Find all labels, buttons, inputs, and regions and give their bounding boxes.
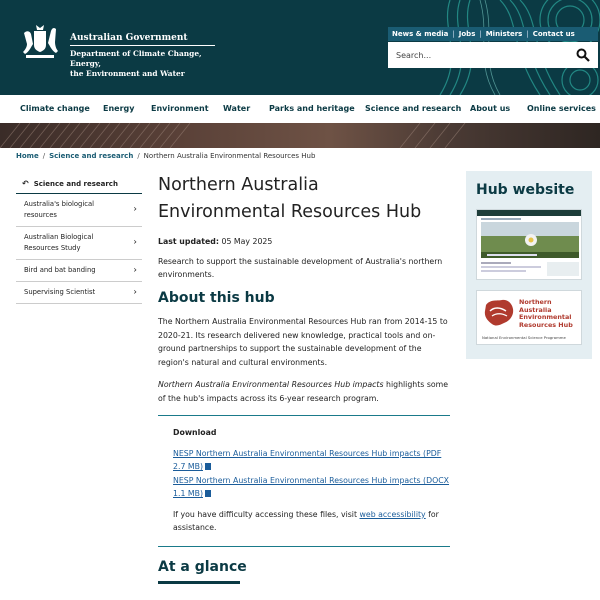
file-icon <box>205 490 211 497</box>
sidebar-heading: Science and research <box>33 179 118 188</box>
department-name <box>70 49 230 79</box>
search-icon[interactable] <box>576 48 590 62</box>
at-a-glance-heading: At a glance <box>158 559 247 575</box>
about-heading: About this hub <box>158 290 275 306</box>
last-updated-value: 05 May 2025 <box>221 237 273 246</box>
hub-logo-map-icon <box>482 297 516 329</box>
sidebar-item-abrs[interactable] <box>16 227 142 260</box>
about-paragraph-2 <box>158 378 450 405</box>
sidebar-item-biological-resources[interactable] <box>16 194 142 227</box>
breadcrumb-current: Northern Australia Environmental Resources Hub <box>143 152 316 160</box>
nav-online-services[interactable]: Online services <box>527 104 596 113</box>
download-pdf-link[interactable] <box>173 447 450 473</box>
nav-environment[interactable]: Environment <box>151 104 209 113</box>
hub-website-title: Hub website <box>476 182 575 198</box>
note-before: If you have difficulty accessing these files, visit <box>173 510 360 519</box>
dept-line-1: Department of Climate Change, Energy, <box>70 49 202 68</box>
breadcrumb-science[interactable]: Science and research <box>49 152 134 160</box>
utility-link-contact[interactable]: Contact us <box>532 30 575 38</box>
hub-logo-subtitle: National Environmental Science Programme <box>482 335 566 340</box>
impacts-title: Northern Australia Environmental Resources Hub impacts <box>158 380 384 389</box>
web-accessibility-link[interactable]: web accessibility <box>359 510 426 519</box>
gov-title: Australian Government <box>70 33 188 43</box>
chevron-right-icon: › <box>133 204 137 215</box>
about-paragraph-1: The Northern Australia Environmental Resources Hub ran from 2014-15 to 2020-21. Its research delivered new knowledge, practical tools and on-ground partnerships to support the sustainable development of the region's natural and cultural environments. <box>158 317 448 367</box>
download-docx-link[interactable] <box>173 474 450 500</box>
last-updated <box>158 237 450 246</box>
breadcrumb-separator: / <box>42 152 46 160</box>
note-after: for assistance. <box>173 510 439 532</box>
chevron-right-icon: › <box>133 237 137 248</box>
breadcrumb-home[interactable]: Home <box>16 152 39 160</box>
chevron-right-icon: › <box>133 265 137 275</box>
hub-website-box <box>466 171 592 359</box>
sidebar-item-label: Australian Biological Resources Study <box>24 233 94 252</box>
utility-separator: | <box>526 30 529 38</box>
utility-link-news[interactable]: News & media <box>392 30 449 38</box>
download-box <box>158 415 450 547</box>
main-navigation <box>0 95 600 123</box>
utility-separator: | <box>479 30 482 38</box>
hero-banner <box>0 123 600 148</box>
search-bar <box>388 42 598 68</box>
download-title: Download <box>173 428 217 437</box>
utility-link-jobs[interactable]: Jobs <box>458 30 476 38</box>
hub-website-thumbnail[interactable] <box>476 209 582 280</box>
search-input[interactable] <box>388 44 568 66</box>
accessibility-note <box>173 508 450 534</box>
nav-energy[interactable]: Energy <box>103 104 135 113</box>
breadcrumb <box>16 152 315 160</box>
gov-divider <box>70 45 215 46</box>
sidebar-item-supervising-scientist[interactable] <box>16 282 142 304</box>
file-icon <box>205 463 211 470</box>
sidebar-item-label: Bird and bat banding <box>24 266 96 274</box>
sidebar-item-label: Supervising Scientist <box>24 288 96 296</box>
coat-of-arms-logo[interactable] <box>16 23 64 61</box>
dept-line-2: the Environment and Water <box>70 69 185 78</box>
website-screenshot-image <box>477 210 582 280</box>
active-tab-indicator[interactable] <box>158 581 240 587</box>
main-content <box>158 172 450 587</box>
download-pdf-label: NESP Northern Australia Environmental Resources Hub impacts (PDF 2.7 MB) <box>173 449 442 471</box>
sidebar-item-label: Australia's biological resources <box>24 200 95 219</box>
utility-link-ministers[interactable]: Ministers <box>485 30 523 38</box>
nav-science-research[interactable]: Science and research <box>365 104 462 113</box>
sidebar-nav <box>16 174 142 304</box>
back-arrow-icon: ↶ <box>22 179 29 188</box>
nav-climate-change[interactable]: Climate change <box>20 104 90 113</box>
sidebar-item-bird-bat-banding[interactable] <box>16 260 142 282</box>
hub-logo-link[interactable] <box>476 290 582 345</box>
utility-links <box>388 27 598 41</box>
site-header <box>0 0 600 95</box>
about-paragraph-2-rest: highlights some of the hub's impacts across its 6-year research program. <box>158 380 449 403</box>
chevron-right-icon: › <box>133 287 137 297</box>
nav-water[interactable]: Water <box>223 104 251 113</box>
utility-separator: | <box>452 30 455 38</box>
page-title: Northern Australia Environmental Resources Hub <box>158 175 422 222</box>
banner-pattern <box>0 123 600 148</box>
glance-tabs <box>158 581 450 587</box>
nav-parks-heritage[interactable]: Parks and heritage <box>269 104 355 113</box>
last-updated-label: Last updated: <box>158 237 220 246</box>
breadcrumb-separator: / <box>137 152 140 160</box>
nav-about-us[interactable]: About us <box>470 104 511 113</box>
intro-text: Research to support the sustainable development of Australia's northern environments. <box>158 257 443 279</box>
download-docx-label: NESP Northern Australia Environmental Resources Hub impacts (DOCX 1.1 MB) <box>173 476 450 498</box>
sidebar-back-link[interactable] <box>16 174 142 194</box>
hub-logo-text: Northern Australia Environmental Resources Hub <box>519 298 573 329</box>
